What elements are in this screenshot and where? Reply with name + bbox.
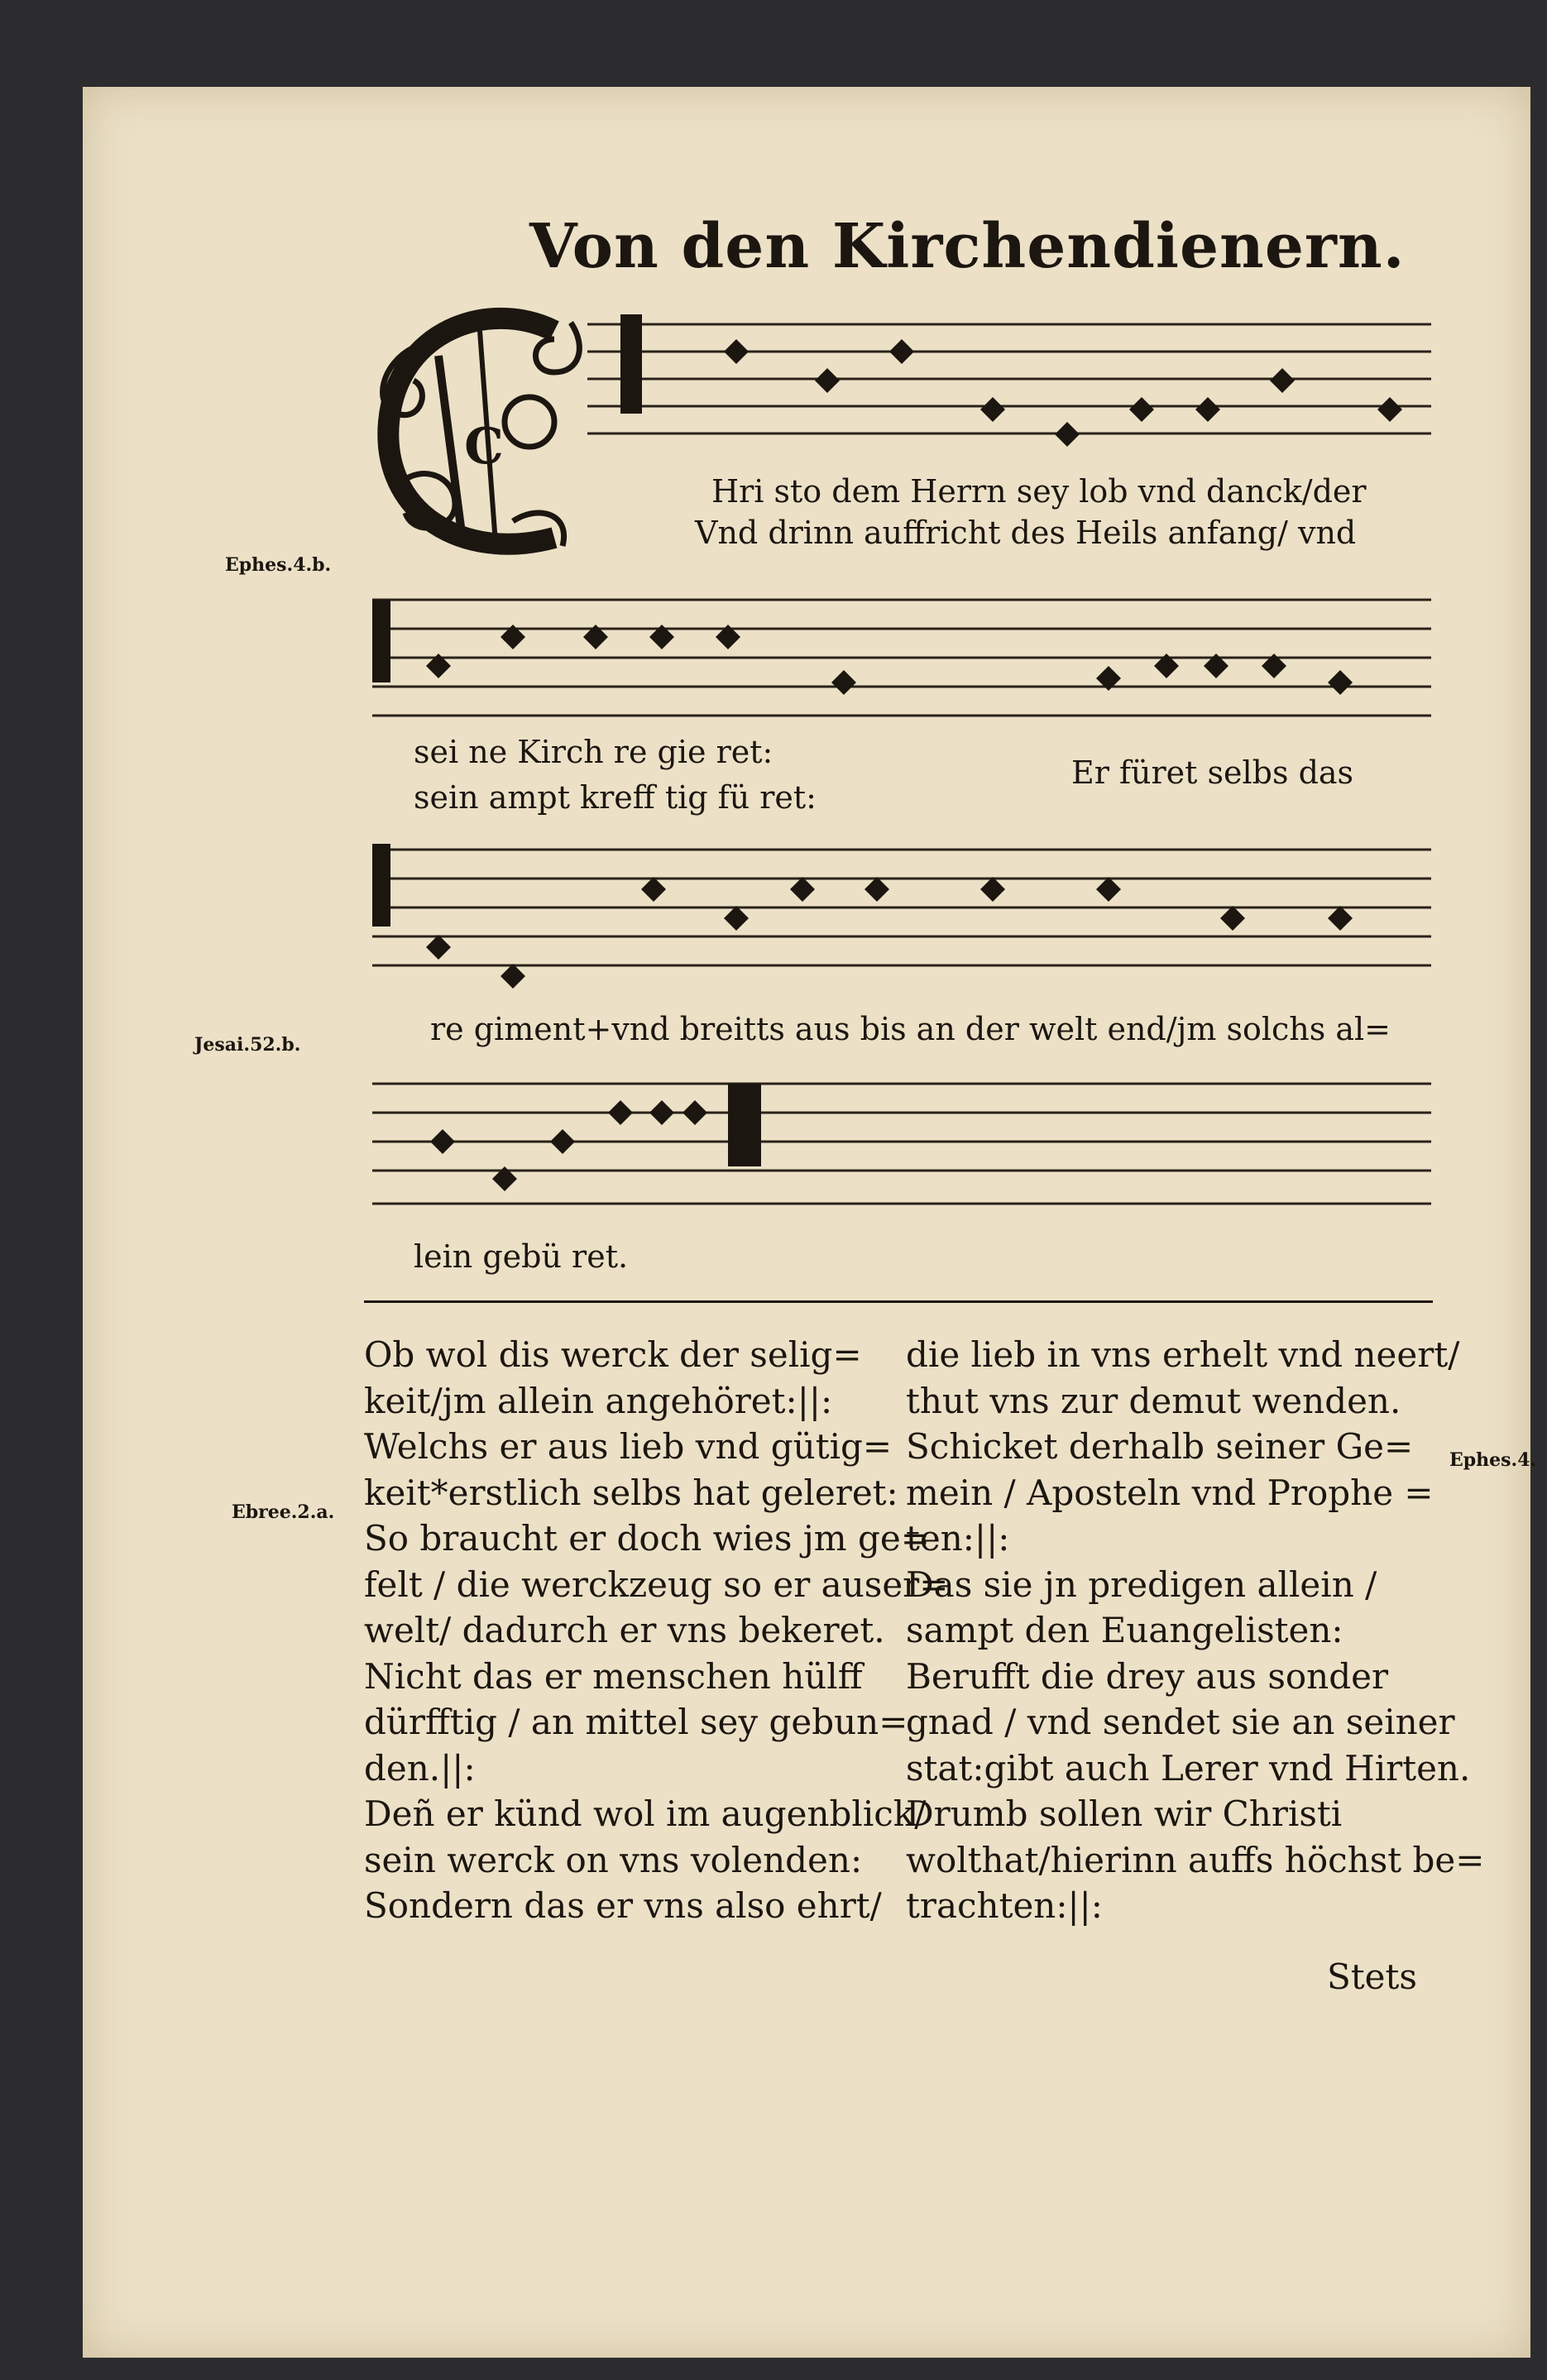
verse-line: sein werck on vns volenden: xyxy=(364,1839,863,1880)
verse-line: dürfftig / an mittel sey gebun= xyxy=(364,1702,908,1742)
verse-line: Sondern das er vns also ehrt/ xyxy=(364,1885,882,1926)
verse-line: felt / die werckzeug so er auser= xyxy=(364,1564,949,1605)
section-divider xyxy=(364,1300,1433,1303)
catchword: Stets xyxy=(1327,1956,1417,1997)
margin-note: Ephes.4.b. xyxy=(225,554,332,576)
lyric-line: Hri sto dem Herrn sey lob vnd danck/der xyxy=(711,473,1367,510)
verse-line: Drumb sollen wir Christi xyxy=(906,1793,1343,1834)
verse-line: trachten:||: xyxy=(906,1885,1103,1926)
page-title: Von den Kirchendienern. xyxy=(529,211,1406,282)
verse-line: Schicket derhalb seiner Ge= xyxy=(906,1426,1414,1467)
music-staff-1 xyxy=(364,306,1439,455)
verse-line: Nicht das er menschen hülff xyxy=(364,1655,863,1697)
verse-line: Ob wol dis werck der selig= xyxy=(364,1334,862,1375)
margin-note: Ebree.2.a. xyxy=(232,1501,335,1523)
verse-line: keit*erstlich selbs hat geleret: xyxy=(364,1472,898,1513)
verse-line: keit/jm allein angehöret:||: xyxy=(364,1380,833,1421)
verse-line: ten:||: xyxy=(906,1518,1010,1559)
lyric-line: sein ampt kreff tig fü ret: xyxy=(414,779,817,816)
right-text-column xyxy=(906,1332,1484,1929)
verse-line: So braucht er doch wies jm ge= xyxy=(364,1518,930,1559)
verse-line: Berufft die drey aus sonder xyxy=(906,1655,1389,1697)
verse-line: Deñ er künd wol im augenblick/ xyxy=(364,1793,927,1834)
lyric-line: sei ne Kirch re gie ret: xyxy=(414,734,774,770)
margin-note: Jesai.52.b. xyxy=(194,1034,301,1056)
verse-line: mein / Aposteln vnd Prophe = xyxy=(906,1472,1434,1513)
verse-line: stat:gibt auch Lerer vnd Hirten. xyxy=(906,1747,1471,1789)
margin-note: Ephes.4. xyxy=(1449,1449,1537,1471)
verse-line: thut vns zur demut wenden. xyxy=(906,1380,1401,1421)
verse-line: den.||: xyxy=(364,1747,476,1789)
music-staff-2 xyxy=(364,575,1439,732)
music-staff-4 xyxy=(364,1067,1439,1233)
verse-line: Welchs er aus lieb vnd gütig= xyxy=(364,1426,893,1467)
lyric-line: lein gebü ret. xyxy=(414,1238,629,1275)
verse-line: gnad / vnd sendet sie an seiner xyxy=(906,1702,1455,1742)
music-staff-3 xyxy=(364,831,1439,989)
svg-text:C: C xyxy=(464,418,504,476)
left-text-column xyxy=(364,1332,948,1929)
verse-line: die lieb in vns erhelt vnd neert/ xyxy=(906,1334,1460,1375)
lyric-line: Er füret selbs das xyxy=(1071,754,1354,791)
lyric-line: Vnd drinn auffricht des Heils anfang/ vnd xyxy=(695,515,1357,551)
lyric-line: re giment+vnd breitts aus bis an der welt end/jm solchs al= xyxy=(430,1011,1391,1047)
verse-line: wolthat/hierinn auffs höchst be= xyxy=(906,1839,1485,1880)
verse-line: Das sie jn predigen allein / xyxy=(906,1564,1377,1605)
verse-line: sampt den Euangelisten: xyxy=(906,1610,1343,1650)
verse-line: welt/ dadurch er vns bekeret. xyxy=(364,1610,885,1650)
